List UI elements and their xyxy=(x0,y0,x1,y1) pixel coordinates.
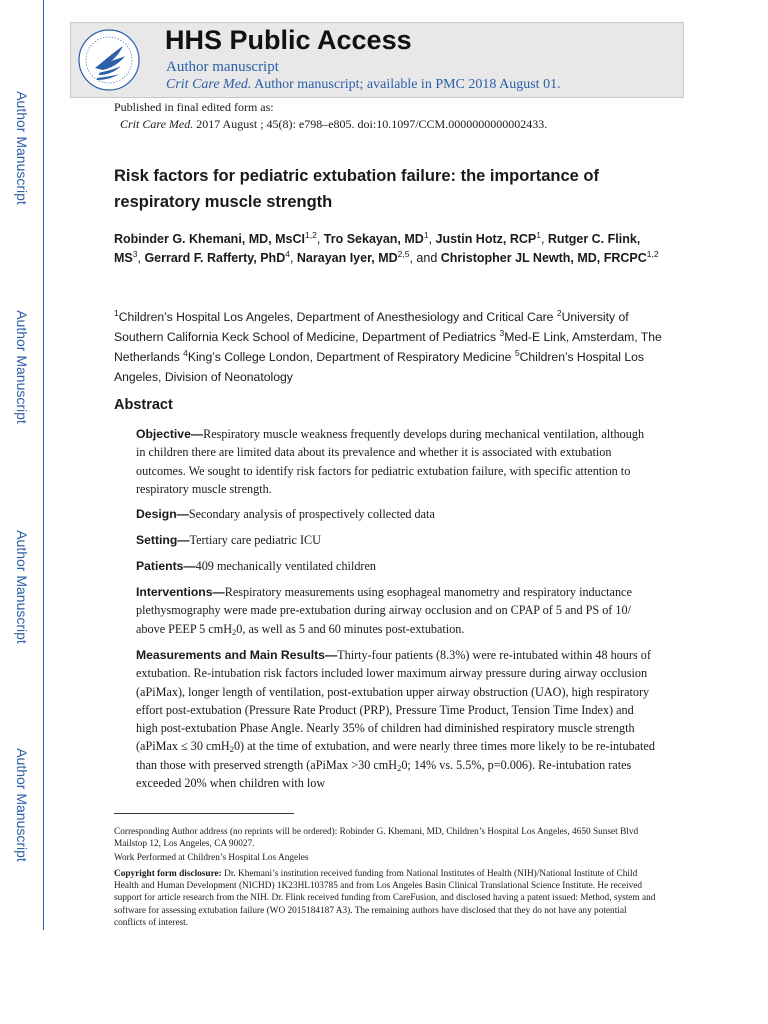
measurements-subscript: 2 xyxy=(397,762,402,773)
design-text: Secondary analysis of prospectively collected data xyxy=(188,507,435,521)
affil-text: University of Southern California Keck School of Medicine, Department of Pediatrics xyxy=(114,310,629,344)
design-label: Design— xyxy=(136,507,189,521)
author-affil-mark: 2,5 xyxy=(397,249,410,259)
affil-mark: 3 xyxy=(499,328,505,338)
published-citation-text: 2017 August ; 45(8): e798–e805. doi:10.1097/CCM.0000000000002433. xyxy=(193,117,548,131)
affil-mark: 2 xyxy=(556,308,562,318)
author-name: Christopher JL Newth, MD, FRCPC xyxy=(440,251,647,265)
author-affil-mark: 1,2 xyxy=(646,249,659,259)
article-title: Risk factors for pediatric extubation failure: the importance of respiratory muscle strength xyxy=(114,167,600,211)
header-availability xyxy=(166,77,561,93)
measurements-text-mid: 0) at the time of extubation, and were nearly three times more likely to be re-intubated than those with preserved strength (aPiMax >30 cmH xyxy=(136,739,655,772)
abstract-heading: Abstract xyxy=(114,397,173,413)
abstract-setting xyxy=(136,531,656,549)
header-availability-text: Author manuscript; available in PMC 2018 August 01. xyxy=(251,77,561,92)
objective-label: Objective— xyxy=(136,427,204,441)
hhs-header xyxy=(70,22,684,98)
author-name: Justin Hotz, RCP xyxy=(435,232,537,246)
header-journal: Crit Care Med. xyxy=(166,77,252,92)
measurements-text: Thirty-four patients (8.3%) were re-intubated within 48 hours of extubation. Re-intubation risk factors included lower maximum airway pressure during airway occlusion (aPiMax), longer length of ventilation, post-extubation upper airway obstruction (UAO), high respiratory effort post-extubation (Pressure Rate Product (PRP), Pressure Time Product, Tension Time Index) and high post-extubation Phase Angle. Nearly 35% of children had diminished respiratory muscle strength (aPiMax ≤ 30 cmH xyxy=(136,648,651,754)
copyright-text: Dr. Khemani’s institution received funding from National Institutes of Health (NIH)/National Institute of Child Health and Human Development (NICHD) 1K23HL103785 and from Los Angeles Basin Clinical Translational Science Institute. He received support for article research from the NIH. Dr. Flink received funding from CareFusion, and disclosed having a patent issued: Method, system and software for assessing extubation failure (WO 2015184187 A3). The remaining authors have disclosed that they do not have any potential conflicts of interest. xyxy=(114,869,656,928)
interventions-subscript: 2 xyxy=(232,626,237,637)
interventions-text-end: 0, as well as 5 and 60 minutes post-extubation. xyxy=(236,621,465,636)
author-name: Tro Sekayan, MD xyxy=(323,232,424,246)
footnote-rule xyxy=(114,813,294,814)
affil-mark: 5 xyxy=(514,348,520,358)
affil-text: Children’s Hospital Los Angeles, Department of Anesthesiology and Critical Care xyxy=(118,310,557,324)
affil-text: Med-E Link, Amsterdam, The Netherlands xyxy=(114,330,662,364)
footnote-corresponding: Corresponding Author address (no reprints will be ordered): Robinder G. Khemani, MD, Children’s Hospital Los Angeles, 4650 Sunset Blvd Mailstop 12, Los Angeles, CA 90027. xyxy=(114,827,639,850)
affil-text: King’s College London, Department of Respiratory Medicine xyxy=(187,350,515,364)
author-name: Narayan Iyer, MD xyxy=(296,251,398,265)
footnote-work: Work Performed at Children’s Hospital Los Angeles xyxy=(114,853,309,863)
published-label: Published in final edited form as: xyxy=(114,100,274,114)
affil-mark: 1 xyxy=(114,308,119,318)
author-affil-mark: 1 xyxy=(536,230,541,240)
published-journal: Crit Care Med. xyxy=(120,117,194,131)
author-name: Gerrard F. Rafferty, PhD xyxy=(144,251,286,265)
published-citation xyxy=(120,117,547,132)
author-list: Robinder G. Khemani, MD, MsCI$^{1,2}$, Tro Sekayan, $MD^1$, Justin Hotz, RCP$^1$, Rutger C. Flink, $MS^3$, Gerrard F. Rafferty, PhD$^4$, Narayan Iyer, MD$^{2,5}$, and Christopher JL Newth, MD, FRCPC$^{1,2}$ xyxy=(114,230,659,265)
objective-text: Respiratory muscle weakness frequently develops during mechanical ventilation, although in children there are limited data about its prevalence and whether it is associated with extubation outcomes. We sought to identify risk factors for pediatric extubation failure, with specific attention to respiratory muscle strength. xyxy=(136,427,645,496)
author-affil-mark: 1 xyxy=(423,230,429,240)
abstract-objective xyxy=(136,425,656,498)
affil-text: Children’s Hospital Los Angeles, Division of Neonatology xyxy=(114,350,644,384)
header-subtitle: Author manuscript xyxy=(166,59,279,75)
side-rail: Author Manuscript Author Manuscript Author Manuscript Author Manuscript xyxy=(0,0,44,930)
author-name: Robinder G. Khemani, MD, MsCI xyxy=(114,232,305,246)
patients-label: Patients— xyxy=(136,559,196,573)
measurements-text-end: 0; 14% vs. 5.5%, p=0.006). Re-intubation rates exceeded 20% when children with low xyxy=(136,757,632,791)
side-rule xyxy=(43,0,44,930)
author-affil-mark: 1,2 xyxy=(305,230,317,240)
abstract-measurements xyxy=(136,646,656,792)
author-name: Rutger C. Flink, MS xyxy=(114,232,641,265)
affiliations xyxy=(114,307,674,387)
author-affil-mark: 4 xyxy=(285,249,290,259)
author-affil-mark: 3 xyxy=(132,249,138,259)
measurements-subscript: 2 xyxy=(229,744,234,755)
header-title: HHS Public Access xyxy=(165,25,412,55)
measurements-label: Measurements and Main Results— xyxy=(136,648,338,662)
interventions-label: Interventions— xyxy=(136,585,225,599)
author-and: , and xyxy=(409,251,441,265)
interventions-text: Respiratory measurements using esophageal manometry and respiratory inductance plethysmography were made pre-extubation during airway occlusion and on CPAP of 5 and PS of 10/ above PEEP 5 cmH xyxy=(136,585,632,636)
abstract-patients xyxy=(136,557,656,575)
hhs-eagle-seal-icon xyxy=(77,28,141,92)
patients-text: 409 mechanically ventilated children xyxy=(195,559,376,573)
setting-label: Setting— xyxy=(136,533,190,547)
setting-text: Tertiary care pediatric ICU xyxy=(189,533,321,547)
abstract-design xyxy=(136,505,656,523)
copyright-label: Copyright form disclosure: xyxy=(114,869,222,879)
footnote-copyright xyxy=(114,868,659,929)
affil-mark: 4 xyxy=(183,348,188,358)
abstract-interventions xyxy=(136,583,656,638)
